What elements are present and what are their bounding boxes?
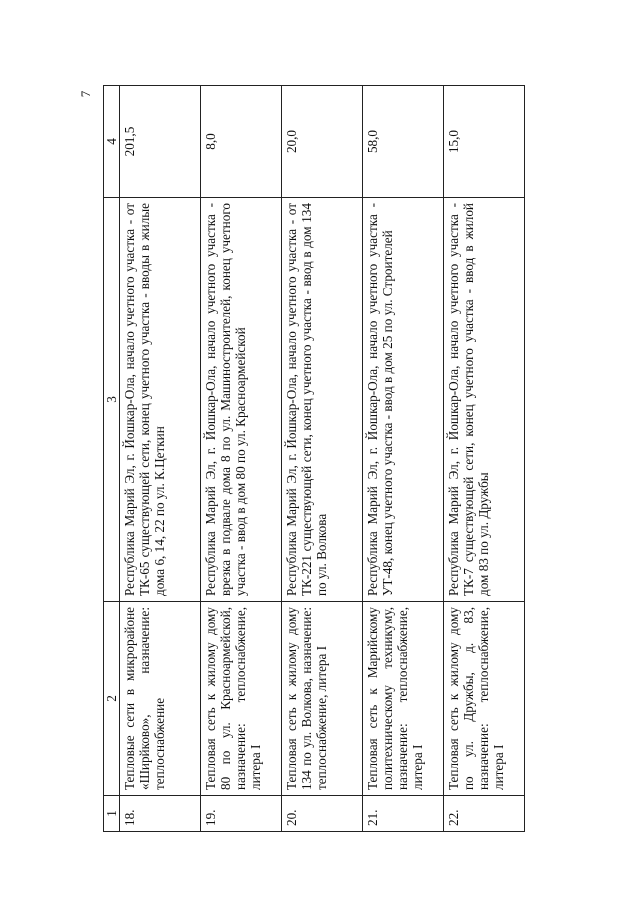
row-number: 19. [201, 796, 282, 832]
object-name: Тепловая сеть к Марийскому политехническому техникуму, назначение: теплоснабжение, литера I [363, 602, 444, 796]
column-header-3: 3 [104, 198, 120, 602]
object-value: 15,0 [444, 86, 525, 198]
object-location: Республика Марий Эл, г. Йошкар-Ола, начало учетного участка - УТ-48, конец учетного участка - ввод в дом 25 по ул. Строителей [363, 198, 444, 602]
object-value: 20,0 [282, 86, 363, 198]
object-name: Тепловые сети в микрорайоне «Ширйково», назначение: теплоснабжение [120, 602, 201, 796]
object-value: 58,0 [363, 86, 444, 198]
row-number: 20. [282, 796, 363, 832]
property-table [103, 85, 525, 832]
object-location: Республика Марий Эл, г. Йошкар-Ола, начало учетного участка - врезка в подвале дома 8 по ул. Машиностроителей, конец учетного участка - ввод в дом 80 по ул. Красноармейской [201, 198, 282, 602]
column-header-4: 4 [104, 86, 120, 198]
table-row [201, 86, 282, 832]
table-row [363, 86, 444, 832]
object-value: 8,0 [201, 86, 282, 198]
row-number: 21. [363, 796, 444, 832]
column-header-2: 2 [104, 602, 120, 796]
column-header-1: 1 [104, 796, 120, 832]
table-row [444, 86, 525, 832]
object-name: Тепловая сеть к жилому дому 134 по ул. Волкова, назначение: теплоснабжение, литера I [282, 602, 363, 796]
table-row [282, 86, 363, 832]
object-location: Республика Марий Эл, г. Йошкар-Ола, начало учетного участка - от ТК-65 существующей сети, конец учетного участка - вводы в жилые дома 6, 14, 22 по ул. К.Цеткин [120, 198, 201, 602]
object-location: Республика Марий Эл, г. Йошкар-Ола, начало учетного участка - от ТК-221 существующей сети, конец учетного участка - ввод в дом 134 по ул. Волкова [282, 198, 363, 602]
page-number: 7 [78, 90, 93, 98]
object-location: Республика Марий Эл, г. Йошкар-Ола, начало учетного участка - ТК-7 существующей сети, конец учетного участка - ввод в жилой дом 83 по ул. Дружбы [444, 198, 525, 602]
header-row [104, 86, 120, 832]
table-row [120, 86, 201, 832]
object-name: Тепловая сеть к жилому дому 80 по ул. Красноармейской, назначение: теплоснабжение, литера I [201, 602, 282, 796]
row-number: 22. [444, 796, 525, 832]
rotated-table-wrapper [103, 86, 536, 832]
row-number: 18. [120, 796, 201, 832]
object-name: Тепловая сеть к жилому дому по ул. Дружбы, д. 83, назначение: теплоснабжение, литера I [444, 602, 525, 796]
object-value: 201,5 [120, 86, 201, 198]
